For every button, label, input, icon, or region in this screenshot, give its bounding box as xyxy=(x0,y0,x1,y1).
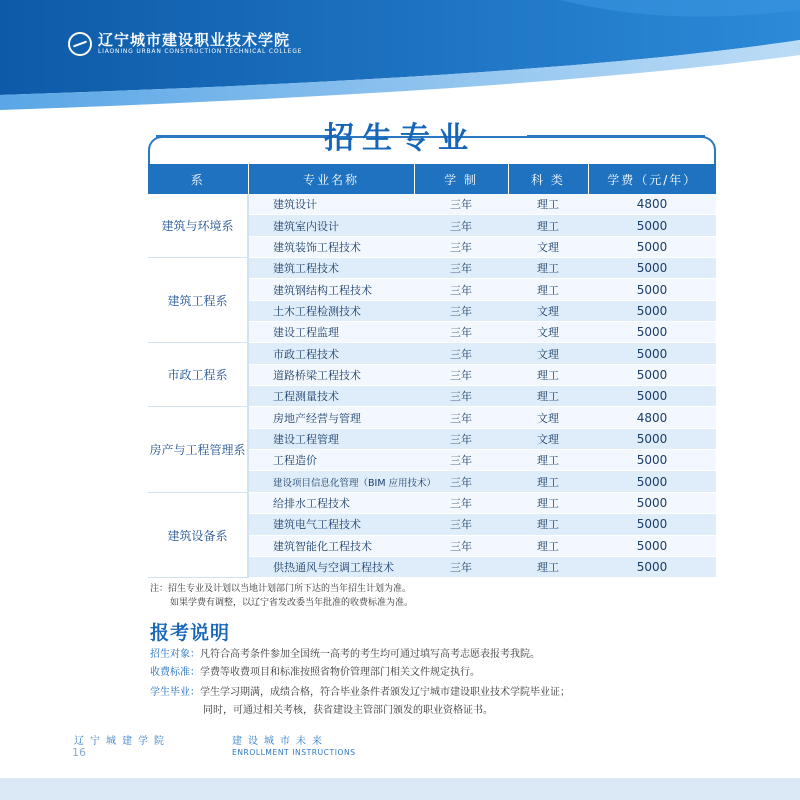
fee-cell: 5000 xyxy=(588,492,716,513)
category-cell: 理工 xyxy=(508,258,588,279)
duration-cell: 三年 xyxy=(414,236,508,257)
category-cell: 文理 xyxy=(508,428,588,449)
duration-cell: 三年 xyxy=(414,386,508,407)
major-name-cell: 道路桥梁工程技术 xyxy=(248,364,414,385)
footer-bar xyxy=(0,778,800,800)
department-cell: 房产与工程管理系 xyxy=(148,407,248,492)
major-name-cell: 建筑设计 xyxy=(248,194,414,215)
fee-cell: 4800 xyxy=(588,407,716,428)
major-name-cell: 建设项目信息化管理（BIM 应用技术） xyxy=(248,471,414,492)
info-text: 学费等收费项目和标准按照省物价管理部门相关文件规定执行。 xyxy=(200,667,480,678)
fee-cell: 5000 xyxy=(588,343,716,364)
category-cell: 文理 xyxy=(508,236,588,257)
category-cell: 理工 xyxy=(508,386,588,407)
note-line-2: 如果学费有调整，以辽宁省发改委当年批准的收费标准为准。 xyxy=(170,598,414,608)
duration-cell: 三年 xyxy=(414,535,508,556)
major-name-cell: 建设工程管理 xyxy=(248,428,414,449)
footer-english: ENROLLMENT INSTRUCTIONS xyxy=(232,748,356,757)
college-name-en: LIAONING URBAN CONSTRUCTION TECHNICAL COLLEGE xyxy=(98,48,303,55)
fee-cell: 5000 xyxy=(588,450,716,471)
duration-cell: 三年 xyxy=(414,514,508,535)
info-text: 学生学习期满，成绩合格，符合毕业条件者颁发辽宁城市建设职业技术学院毕业证； xyxy=(200,687,570,698)
fee-cell: 5000 xyxy=(588,236,716,257)
fee-cell: 5000 xyxy=(588,535,716,556)
fee-cell: 5000 xyxy=(588,471,716,492)
info-text: 凡符合高考条件参加全国统一高考的考生均可通过填写高考志愿表报考我院。 xyxy=(200,649,540,660)
major-name-cell: 工程造价 xyxy=(248,450,414,471)
note-line-1: 注：招生专业及计划以当地计划部门所下达的当年招生计划为准。 xyxy=(150,584,412,594)
info-graduation-cont xyxy=(203,704,493,718)
fee-cell: 5000 xyxy=(588,322,716,343)
college-logo xyxy=(68,32,302,56)
major-name-cell: 供热通风与空调工程技术 xyxy=(248,556,414,577)
major-name-cell: 工程测量技术 xyxy=(248,386,414,407)
department-cell: 市政工程系 xyxy=(148,343,248,407)
major-name-cell: 建筑钢结构工程技术 xyxy=(248,279,414,300)
info-graduation xyxy=(150,686,570,700)
info-fee-standard xyxy=(150,666,480,680)
duration-cell: 三年 xyxy=(414,322,508,343)
category-cell: 文理 xyxy=(508,407,588,428)
major-name-cell: 建设工程监理 xyxy=(248,322,414,343)
major-name-cell: 建筑智能化工程技术 xyxy=(248,535,414,556)
category-cell: 理工 xyxy=(508,535,588,556)
fee-cell: 5000 xyxy=(588,556,716,577)
duration-cell: 三年 xyxy=(414,407,508,428)
exam-info-title: 报考说明 xyxy=(150,622,231,644)
info-label: 收费标准： xyxy=(150,667,200,678)
category-cell: 理工 xyxy=(508,215,588,236)
table-header-row xyxy=(148,164,716,194)
duration-cell: 三年 xyxy=(414,428,508,449)
fee-cell: 5000 xyxy=(588,300,716,321)
major-name-cell: 市政工程技术 xyxy=(248,343,414,364)
major-name-cell: 土木工程检测技术 xyxy=(248,300,414,321)
footer-college-short: 辽宁城建学院 xyxy=(74,736,170,747)
fee-cell: 5000 xyxy=(588,258,716,279)
fee-cell: 5000 xyxy=(588,215,716,236)
major-name-cell: 建筑工程技术 xyxy=(248,258,414,279)
fee-cell: 5000 xyxy=(588,514,716,535)
duration-cell: 三年 xyxy=(414,450,508,471)
header-major: 专业名称 xyxy=(248,164,414,194)
department-cell: 建筑与环境系 xyxy=(148,194,248,258)
duration-cell: 三年 xyxy=(414,215,508,236)
department-cell: 建筑工程系 xyxy=(148,258,248,343)
header-duration: 学 制 xyxy=(414,164,508,194)
duration-cell: 三年 xyxy=(414,279,508,300)
category-cell: 理工 xyxy=(508,514,588,535)
page-title: 招生专业 xyxy=(324,121,476,156)
duration-cell: 三年 xyxy=(414,300,508,321)
category-cell: 理工 xyxy=(508,279,588,300)
duration-cell: 三年 xyxy=(414,471,508,492)
category-cell: 理工 xyxy=(508,556,588,577)
fee-cell: 5000 xyxy=(588,364,716,385)
category-cell: 文理 xyxy=(508,322,588,343)
duration-cell: 三年 xyxy=(414,343,508,364)
table-row xyxy=(148,492,716,513)
category-cell: 理工 xyxy=(508,364,588,385)
major-name-cell: 建筑室内设计 xyxy=(248,215,414,236)
major-name-cell: 房地产经营与管理 xyxy=(248,407,414,428)
table-body xyxy=(148,194,716,578)
header-fee: 学费（元/年） xyxy=(588,164,716,194)
category-cell: 文理 xyxy=(508,300,588,321)
college-name-cn: 辽宁城市建设职业技术学院 xyxy=(98,31,291,49)
info-label: 学生毕业： xyxy=(150,687,200,698)
table-row xyxy=(148,407,716,428)
fee-cell: 5000 xyxy=(588,428,716,449)
department-cell: 建筑设备系 xyxy=(148,492,248,577)
duration-cell: 三年 xyxy=(414,556,508,577)
fee-cell: 5000 xyxy=(588,386,716,407)
table-row xyxy=(148,194,716,215)
category-cell: 理工 xyxy=(508,471,588,492)
info-text: 同时，可通过相关考核，获省建设主管部门颁发的职业资格证书。 xyxy=(203,705,493,716)
category-cell: 文理 xyxy=(508,343,588,364)
duration-cell: 三年 xyxy=(414,364,508,385)
category-cell: 理工 xyxy=(508,450,588,471)
header-dept: 系 xyxy=(148,164,248,194)
page-number: 16 xyxy=(72,746,86,759)
fee-cell: 4800 xyxy=(588,194,716,215)
info-label: 招生对象： xyxy=(150,649,200,660)
duration-cell: 三年 xyxy=(414,492,508,513)
majors-table xyxy=(148,164,716,578)
category-cell: 理工 xyxy=(508,194,588,215)
header-banner xyxy=(0,0,800,120)
table-row xyxy=(148,258,716,279)
major-name-cell: 建筑电气工程技术 xyxy=(248,514,414,535)
fee-cell: 5000 xyxy=(588,279,716,300)
logo-emblem-icon xyxy=(68,32,92,56)
duration-cell: 三年 xyxy=(414,258,508,279)
title-row xyxy=(0,113,800,157)
category-cell: 理工 xyxy=(508,492,588,513)
footer-slogan: 建设城市未来 xyxy=(232,736,328,747)
major-name-cell: 建筑装饰工程技术 xyxy=(248,236,414,257)
major-name-cell: 给排水工程技术 xyxy=(248,492,414,513)
table-row xyxy=(148,343,716,364)
header-category: 科 类 xyxy=(508,164,588,194)
info-enrollment-target xyxy=(150,648,540,662)
duration-cell: 三年 xyxy=(414,194,508,215)
